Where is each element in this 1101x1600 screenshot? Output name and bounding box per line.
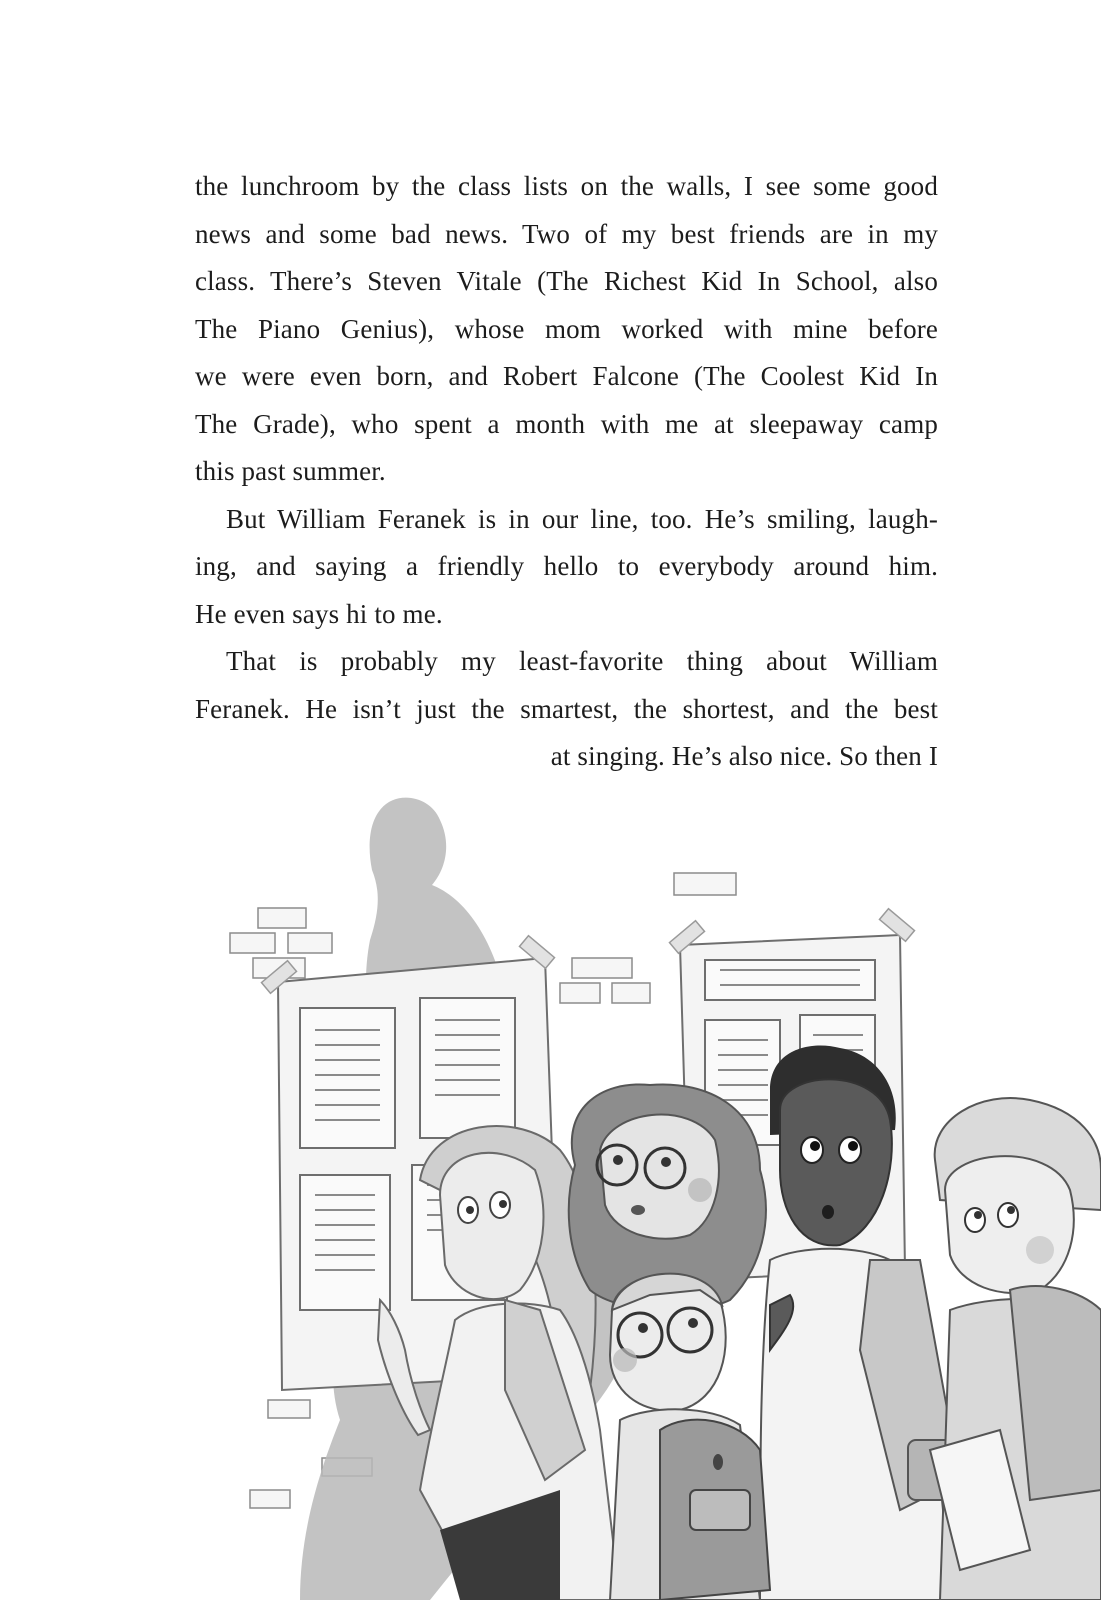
blond-boy-right <box>930 1098 1101 1600</box>
text-line-9: ing, and saying a friendly hello to everybody around him. <box>195 551 938 581</box>
text-line-6: The Grade), who spent a month with me at sleepaway camp <box>195 408 938 439</box>
boy-dark-skin <box>760 1045 960 1600</box>
text-line-3: class. There’s Steven Vitale (The Richest Kid In School, also <box>195 266 938 296</box>
text-line-13: at singing. He’s also nice. So then I <box>550 741 938 771</box>
text-line-4: The Piano Genius), whose mom worked with mine before <box>195 313 938 344</box>
text-line-7: this past summer. <box>195 456 386 486</box>
kids-reading-class-lists-illustration <box>0 790 1101 1600</box>
text-line-10: He even says hi to me. <box>195 598 443 629</box>
text-line-12: Feranek. He isn’t just the smartest, the shortest, and the best <box>195 693 938 724</box>
text-line-1: the lunchroom by the class lists on the walls, I see some good <box>195 171 938 201</box>
text-line-8: But William Feranek is in our line, too. He’s smiling, laugh- <box>226 503 938 534</box>
text-line-11: That is probably my least-favorite thing about William <box>226 646 938 676</box>
text-line-2: news and some bad news. Two of my best friends are in my <box>195 218 938 249</box>
text-line-5: we were even born, and Robert Falcone (The Coolest Kid In <box>195 361 938 391</box>
small-boy-glasses <box>610 1274 770 1600</box>
body-text <box>195 163 938 781</box>
